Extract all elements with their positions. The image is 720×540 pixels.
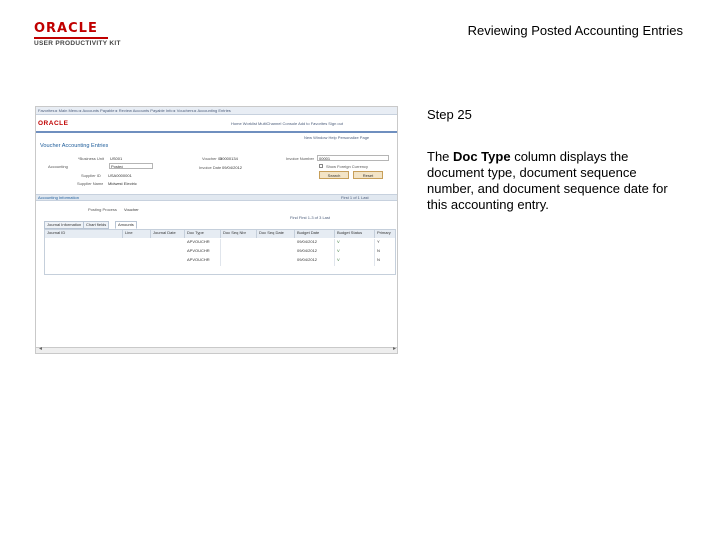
budget-status-cell: V: [335, 239, 375, 248]
show-foreign-currency-label: Show Foreign Currency: [326, 164, 369, 169]
business-unit-value: US001: [110, 156, 123, 161]
primary-cell: N: [375, 257, 396, 266]
supplier-name-value: Midwest Electric: [108, 181, 137, 186]
breadcrumb-bar: [36, 107, 398, 115]
column-header: Doc Seq Date: [257, 230, 295, 238]
column-header: Line: [123, 230, 151, 238]
application-screenshot: [35, 106, 398, 354]
logo-rule: [34, 37, 108, 39]
doc-type-cell: APVOUCHR: [185, 239, 221, 248]
view-option-select[interactable]: Posted: [109, 163, 153, 169]
primary-cell: N: [375, 248, 396, 257]
scroll-right-arrow-icon[interactable]: ▸: [392, 347, 396, 352]
tab-chartfields[interactable]: Chart fields: [83, 221, 109, 229]
step-text-bold: Doc Type: [453, 149, 511, 164]
show-foreign-currency-checkbox[interactable]: [319, 164, 323, 168]
view-option-label: Accounting: [48, 164, 68, 169]
step-label: Step 25: [427, 107, 472, 122]
invoice-date-value: 09/04/2012: [222, 165, 243, 170]
page-title: Reviewing Posted Accounting Entries: [467, 23, 683, 38]
doc-type-cell: APVOUCHR: [185, 248, 221, 257]
budget-status-cell: V: [335, 248, 375, 257]
top-nav-links[interactable]: Home Worklist MultiChannel Console Add to Favorites Sign out: [231, 121, 343, 126]
voucher-id-value: 00000134: [220, 156, 238, 161]
scroll-left-arrow-icon[interactable]: ◂: [38, 347, 42, 352]
doc-type-cell: APVOUCHR: [185, 257, 221, 266]
budget-date-cell: 09/04/2012: [295, 257, 335, 266]
search-button[interactable]: Search: [319, 171, 349, 179]
column-header: Budget Status: [335, 230, 375, 238]
voucher-id-label: Voucher ID: [202, 156, 222, 161]
posting-process-label: Posting Process: [88, 207, 117, 212]
column-header: Journal ID: [45, 230, 123, 238]
section-navigation[interactable]: First 1 of 1 Last: [341, 195, 369, 200]
budget-date-cell: 09/04/2012: [295, 248, 335, 257]
accounting-entries-grid: [44, 229, 396, 275]
invoice-number-label: Invoice Number: [286, 156, 315, 161]
header-divider: [36, 131, 398, 133]
oracle-upk-logo: [34, 22, 130, 48]
step-text-after: column displays the document type, document sequence number, and document sequence date for this accounting entry.: [427, 149, 668, 212]
oracle-mini-logo: ORACLE: [38, 120, 69, 127]
invoice-number-field[interactable]: 00001: [317, 155, 389, 161]
tab-journal-information[interactable]: Journal Information: [44, 221, 84, 229]
supplier-id-label: Supplier ID: [81, 173, 101, 178]
upk-logo-text: USER PRODUCTIVITY KIT: [34, 40, 121, 47]
oracle-logo-text: ORACLE: [34, 21, 98, 36]
column-header: Primary: [375, 230, 396, 238]
breadcrumb[interactable]: Favorites ▸ Main Menu ▸ Accounts Payable ▸ Review Accounts Payable Info ▸ Vouchers ▸ Accounting Entries: [38, 108, 231, 113]
supplier-name-label: Supplier Name: [77, 181, 104, 186]
invoice-date-label: Invoice Date: [199, 165, 222, 170]
page-links[interactable]: New Window Help Personalize Page: [304, 135, 370, 140]
column-header: Doc Seq Nbr: [221, 230, 257, 238]
column-header: Journal Date: [151, 230, 185, 238]
step-description: [427, 149, 687, 213]
reset-button[interactable]: Reset: [353, 171, 383, 179]
step-text-before: The: [427, 149, 454, 164]
column-header-doc-type: Doc Type: [185, 230, 221, 238]
business-unit-label: *Business Unit: [78, 156, 105, 161]
section-title: Accounting Information: [38, 195, 79, 200]
tab-amounts[interactable]: Amounts: [115, 221, 137, 229]
grid-navigation[interactable]: Find First 1-3 of 3 Last: [290, 215, 331, 220]
column-header: Budget Date: [295, 230, 335, 238]
budget-date-cell: 09/04/2012: [295, 239, 335, 248]
supplier-id-value: USA0000001: [108, 173, 132, 178]
posting-process-value: Voucher: [124, 207, 139, 212]
budget-status-cell: V: [335, 257, 375, 266]
primary-cell: Y: [375, 239, 396, 248]
component-title: Voucher Accounting Entries: [40, 143, 109, 149]
horizontal-scrollbar[interactable]: [36, 347, 398, 354]
